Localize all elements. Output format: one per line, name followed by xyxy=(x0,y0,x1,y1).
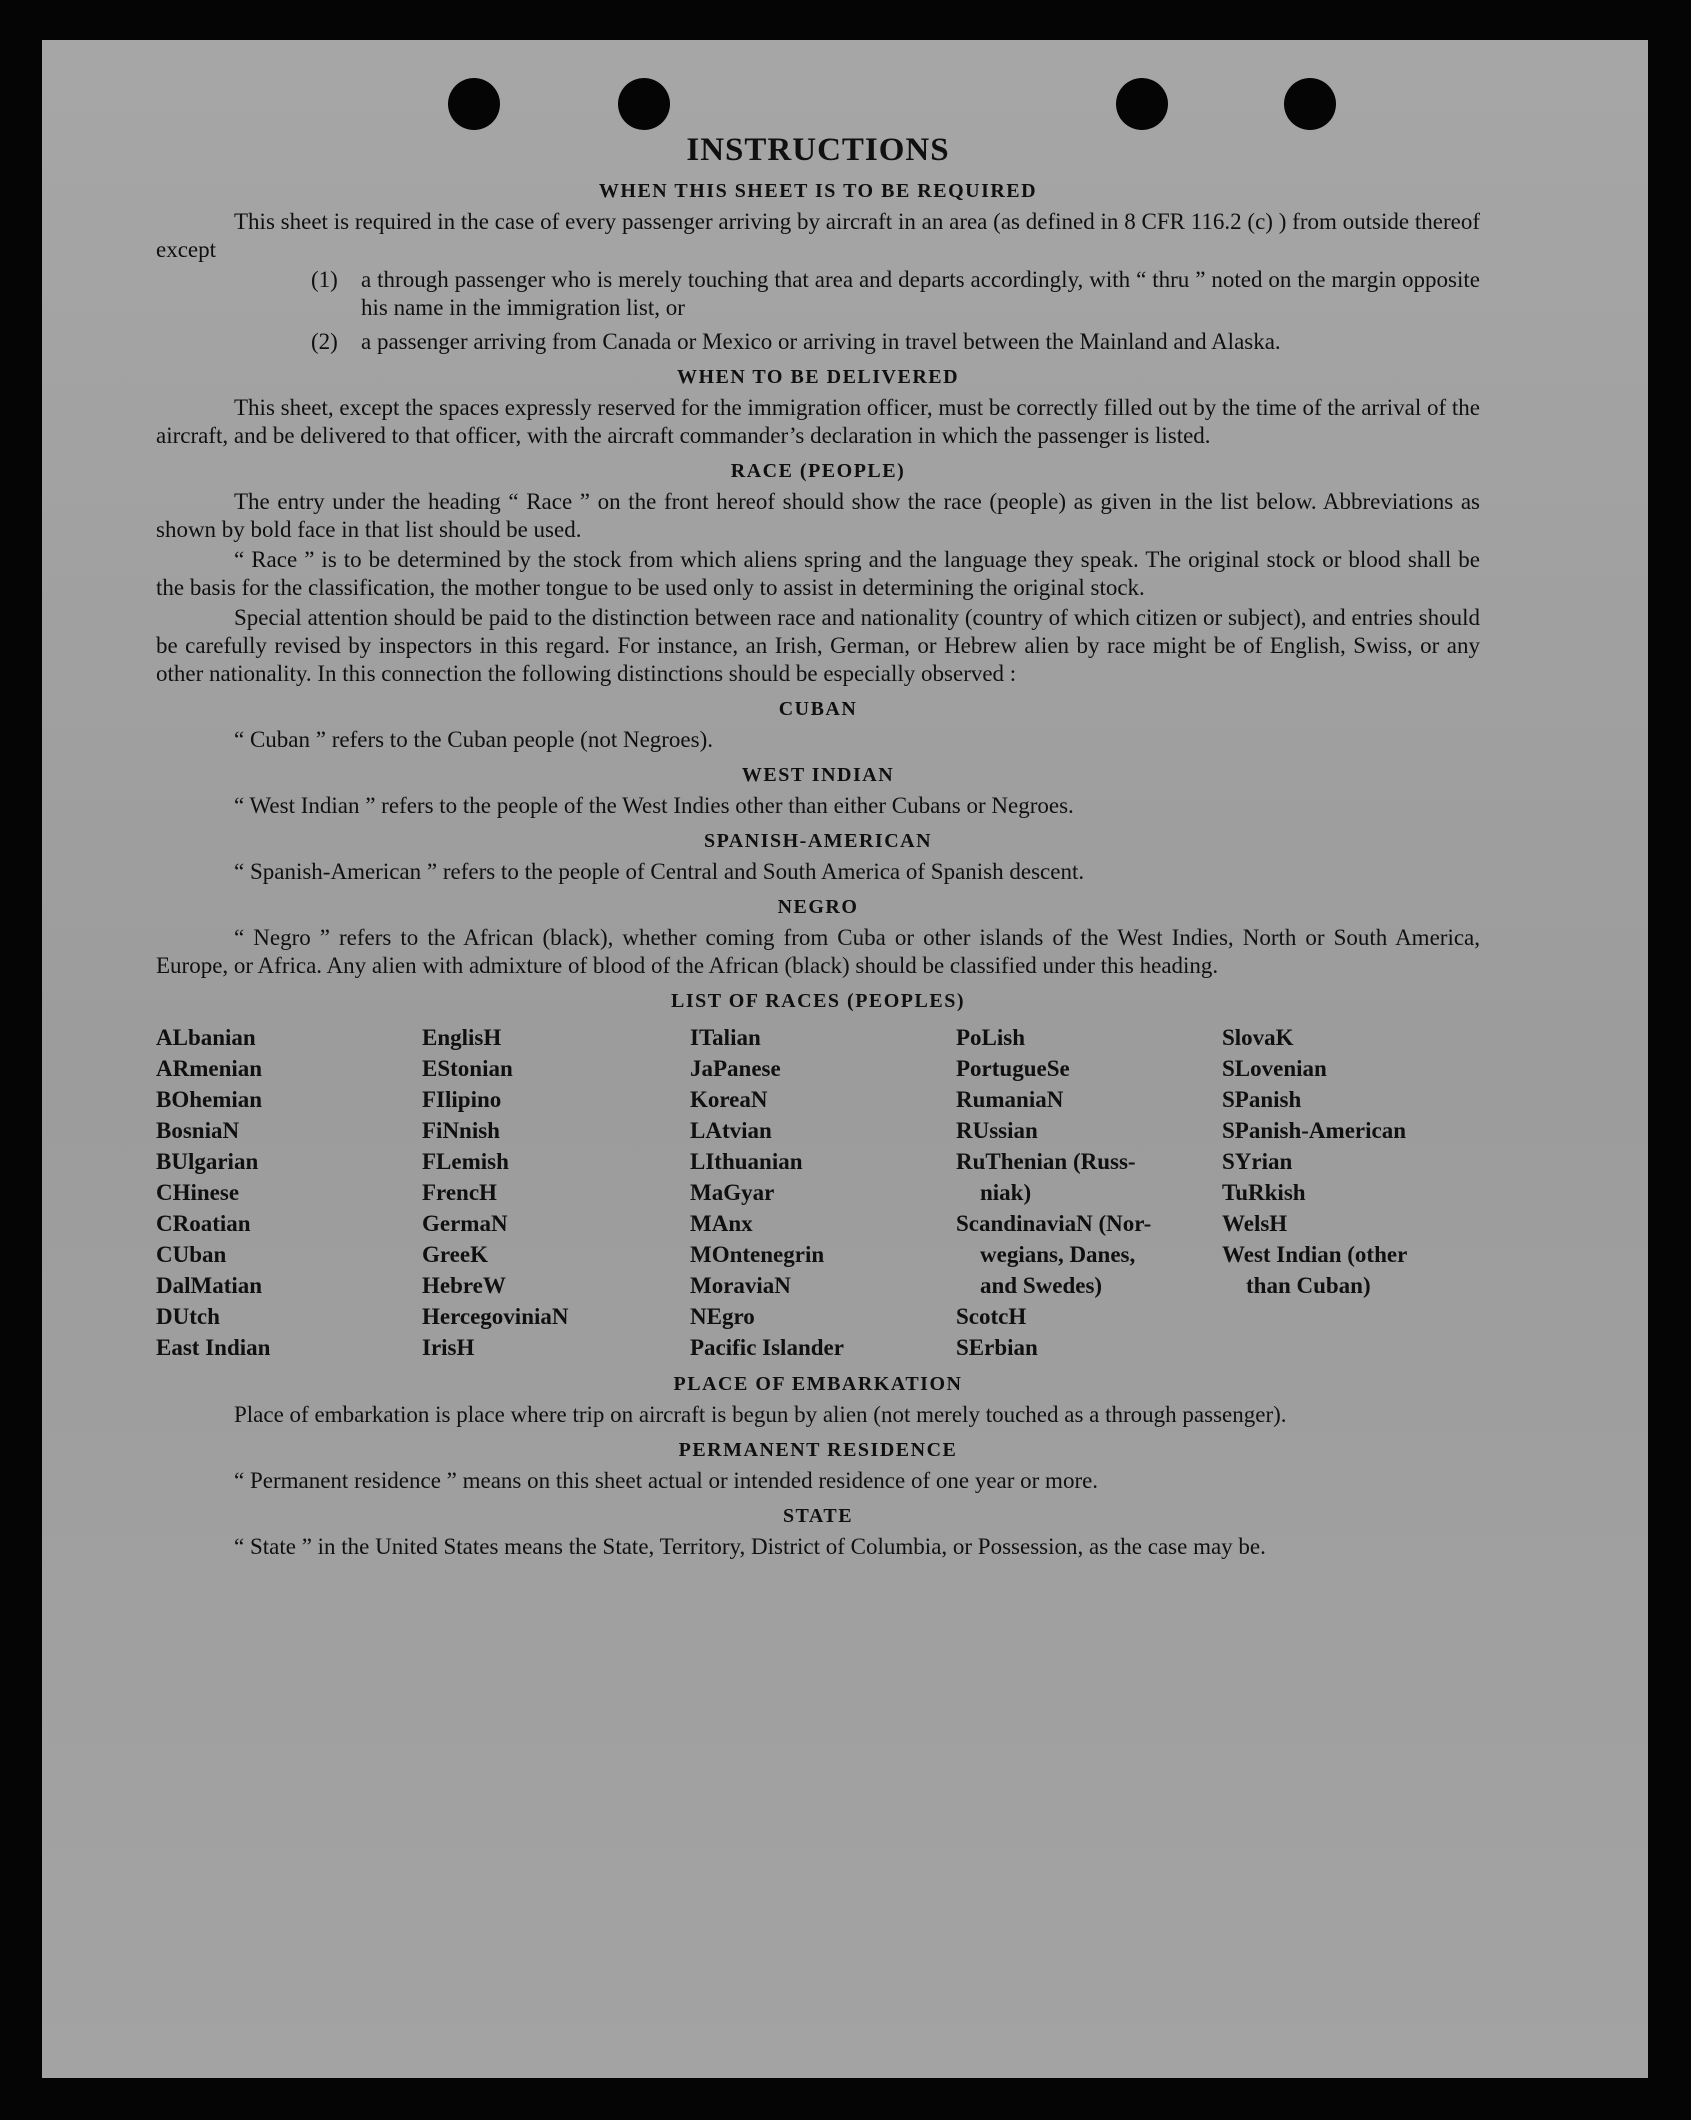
paragraph-permanent-residence: “ Permanent residence ” means on this sheet actual or intended residence of one year or more. xyxy=(234,1468,1099,1493)
page-title: INSTRUCTIONS xyxy=(686,132,950,168)
race-entry: DUtch xyxy=(156,1304,220,1329)
race-entry: MAnx xyxy=(690,1211,753,1236)
race-entry: BosniaN xyxy=(156,1118,240,1143)
race-entry: MoraviaN xyxy=(690,1273,791,1298)
race-entry: niak) xyxy=(980,1180,1032,1205)
heading-cuban: CUBAN xyxy=(778,698,858,720)
race-entry: BOhemian xyxy=(156,1087,263,1112)
race-entry: than Cuban) xyxy=(1246,1273,1371,1298)
race-entry: FIlipino xyxy=(422,1087,502,1112)
race-entry: FiNnish xyxy=(422,1118,500,1143)
race-entry: BUlgarian xyxy=(156,1149,259,1174)
paragraph-cuban: “ Cuban ” refers to the Cuban people (not Negroes). xyxy=(234,727,714,752)
race-entry: EStonian xyxy=(422,1056,513,1081)
race-entry: JaPanese xyxy=(690,1056,781,1081)
race-entry: SYrian xyxy=(1222,1149,1293,1174)
heading-embarkation: PLACE OF EMBARKATION xyxy=(673,1373,963,1395)
races-column xyxy=(690,1022,956,1363)
punch-hole xyxy=(1116,78,1168,130)
exception-text: a through passenger who is merely touching that area and departs accordingly, with “ thru ” noted on the margin opposite his name in the immigration list, or xyxy=(361,267,1480,320)
race-entry: SlovaK xyxy=(1222,1025,1294,1050)
race-entry: SPanish-American xyxy=(1222,1118,1406,1143)
race-entry: FrencH xyxy=(422,1180,497,1205)
race-entry: WelsH xyxy=(1222,1211,1288,1236)
race-entry: ITalian xyxy=(690,1025,761,1050)
paragraph-race-1: The entry under the heading “ Race ” on the front hereof should show the race (people) as given in the list below. Abbreviations as shown by bold face in that list should be used. xyxy=(156,489,1480,542)
race-entry: ScandinaviaN (Nor- xyxy=(956,1211,1152,1236)
paragraph-negro: “ Negro ” refers to the African (black), whether coming from Cuba or other islands of the West Indies, North or South America, Europe, or Africa. Any alien with admixture of blood of the African (black) should be classified under this heading. xyxy=(156,925,1480,978)
race-entry: ALbanian xyxy=(156,1025,256,1050)
heading-race: RACE (PEOPLE) xyxy=(730,460,906,482)
races-column xyxy=(956,1022,1222,1363)
paragraph-embarkation: Place of embarkation is place where trip on aircraft is begun by alien (not merely touched as a through passenger). xyxy=(234,1402,1287,1427)
race-entry: East Indian xyxy=(156,1335,271,1360)
race-entry: RumaniaN xyxy=(956,1087,1064,1112)
paragraph-spanish-american: “ Spanish-American ” refers to the people of Central and South America of Spanish descent. xyxy=(234,859,1085,884)
race-entry: EnglisH xyxy=(422,1025,502,1050)
race-entry: GermaN xyxy=(422,1211,508,1236)
heading-negro: NEGRO xyxy=(777,896,859,918)
heading-spanish-american: SPANISH-AMERICAN xyxy=(703,830,933,852)
race-entry: NEgro xyxy=(690,1304,755,1329)
races-column xyxy=(422,1022,690,1363)
heading-state: STATE xyxy=(782,1505,854,1527)
paragraph-when-delivered: This sheet, except the spaces expressly reserved for the immigration officer, must be correctly filled out by the time of the arrival of the aircraft, and be delivered to that officer, with the aircraft commander’s declaration in which the passenger is listed. xyxy=(156,395,1480,448)
race-entry: MaGyar xyxy=(690,1180,775,1205)
race-entry: IrisH xyxy=(422,1335,475,1360)
race-entry: ARmenian xyxy=(156,1056,263,1081)
race-entry: HebreW xyxy=(422,1273,506,1298)
race-entry: FLemish xyxy=(422,1149,509,1174)
race-entry: SErbian xyxy=(956,1335,1038,1360)
race-entry: MOntenegrin xyxy=(690,1242,825,1267)
race-entry: RUssian xyxy=(956,1118,1038,1143)
heading-west-indian: WEST INDIAN xyxy=(741,764,895,786)
race-entry: CRoatian xyxy=(156,1211,251,1236)
race-entry: Pacific Islander xyxy=(690,1335,844,1360)
race-entry: KoreaN xyxy=(690,1087,768,1112)
punch-hole xyxy=(448,78,500,130)
race-entry: West Indian (other xyxy=(1222,1242,1408,1267)
punch-hole xyxy=(618,78,670,130)
race-entry: ScotcH xyxy=(956,1304,1027,1329)
paragraph-state: “ State ” in the United States means the State, Territory, District of Columbia, or Possession, as the case may be. xyxy=(234,1534,1266,1559)
race-entry: DalMatian xyxy=(156,1273,263,1298)
races-column xyxy=(156,1022,422,1363)
exception-number: (2) xyxy=(311,329,338,354)
exception-item xyxy=(311,328,1480,356)
race-entry: wegians, Danes, xyxy=(980,1242,1136,1267)
race-entry: CUban xyxy=(156,1242,227,1267)
race-entry: TuRkish xyxy=(1222,1180,1306,1205)
races-column xyxy=(1222,1022,1480,1363)
heading-when-delivered: WHEN TO BE DELIVERED xyxy=(676,366,960,388)
heading-list-of-races: LIST OF RACES (PEOPLES) xyxy=(670,990,965,1012)
instructions-content xyxy=(156,130,1480,1563)
race-entry: SPanish xyxy=(1222,1087,1302,1112)
race-entry: RuThenian (Russ- xyxy=(956,1149,1136,1174)
punch-hole xyxy=(1284,78,1336,130)
race-entry: PortugueSe xyxy=(956,1056,1070,1081)
race-entry: LIthuanian xyxy=(690,1149,803,1174)
exception-item xyxy=(311,266,1480,322)
heading-when-required: WHEN THIS SHEET IS TO BE REQUIRED xyxy=(598,180,1038,202)
paragraph-race-3: Special attention should be paid to the distinction between race and nationality (country of which citizen or subject), and entries should be carefully revised by inspectors in this regard. For instance, an Irish, German, or Hebrew alien by race might be of English, Swiss, or any other nationality. In this connection the following distinctions should be especially observed : xyxy=(156,605,1480,686)
race-entry: PoLish xyxy=(956,1025,1026,1050)
race-entry: LAtvian xyxy=(690,1118,772,1143)
race-entry: HercegoviniaN xyxy=(422,1304,569,1329)
race-entry: GreeK xyxy=(422,1242,488,1267)
heading-permanent-residence: PERMANENT RESIDENCE xyxy=(678,1439,958,1461)
race-entry: SLovenian xyxy=(1222,1056,1327,1081)
race-entry: and Swedes) xyxy=(980,1273,1103,1298)
paragraph-when-required: This sheet is required in the case of every passenger arriving by aircraft in an area (as defined in 8 CFR 116.2 (c) ) from outside thereof except xyxy=(156,209,1480,262)
exception-number: (1) xyxy=(311,267,338,292)
races-list xyxy=(156,1022,1480,1363)
exception-text: a passenger arriving from Canada or Mexico or arriving in travel between the Mainland and Alaska. xyxy=(361,329,1281,354)
paragraph-race-2: “ Race ” is to be determined by the stock from which aliens spring and the language they speak. The original stock or blood shall be the basis for the classification, the mother tongue to be used only to assist in determining the original stock. xyxy=(156,547,1480,600)
paragraph-west-indian: “ West Indian ” refers to the people of the West Indies other than either Cubans or Negroes. xyxy=(234,793,1074,818)
race-entry: CHinese xyxy=(156,1180,240,1205)
